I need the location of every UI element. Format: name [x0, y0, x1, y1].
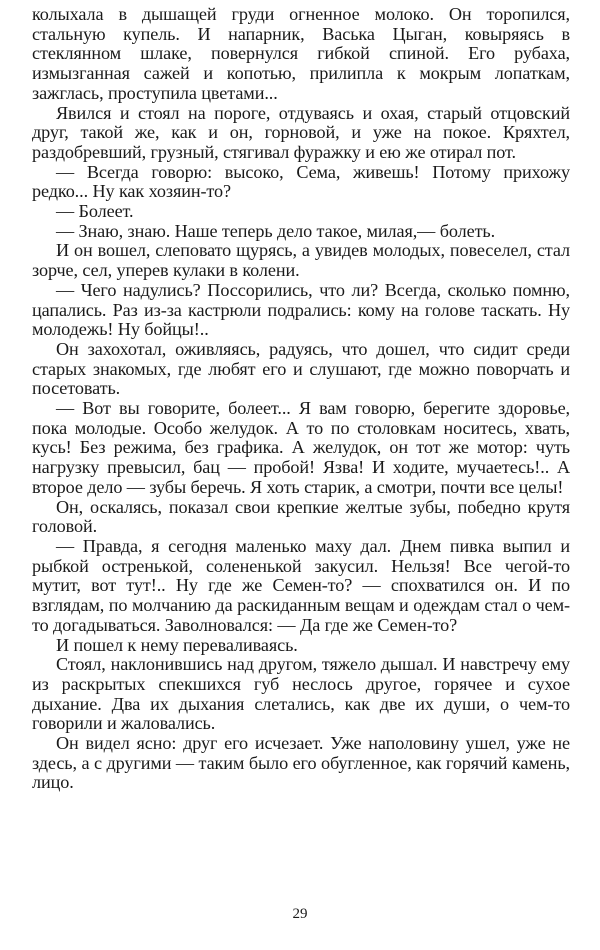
paragraph-10: Он, оскалясь, показал свои крепкие желтые зубы, победно крутя головой.	[32, 496, 570, 537]
paragraph-6: И он вошел, слеповато щурясь, а увидев молодых, повеселел, стал зорче, сел, уперев кулаки в колени.	[32, 240, 570, 281]
paragraph-3: — Всегда говорю: высоко, Сема, живешь! Потому прихожу редко... Ну как хозяин-то?	[32, 161, 570, 202]
paragraph-13: Стоял, наклонившись над другом, тяжело дышал. И навстречу ему из раскрытых спекшихся губ неслось другое, горячее и сухое дыхание. Два их дыхания слетались, как две их души, о чем-то говорили и жаловались.	[32, 654, 570, 734]
paragraph-11: — Правда, я сегодня маленько маху дал. Днем пивка выпил и рыбкой остренькой, солененькой закусил. Нельзя! Все чегой-то мутит, вот тут!.. Ну где же Семен-то? — спохватился он. И по взглядам, по молчанию да раскиданным вещам и одеждам стал о чем-то догадываться. Заволновался: — Да где же Семен-то?	[32, 535, 570, 635]
paragraph-14: Он видел ясно: друг его исчезает. Уже наполовину ушел, уже не здесь, а с другими — таким было его обугленное, как горячий камень, лицо.	[32, 733, 570, 793]
paragraph-7: — Чего надулись? Поссорились, что ли? Всегда, сколько помню, цапались. Раз из-за кастрюли подрались: кому на голове таскать. Ну молодежь! Ну бойцы!..	[32, 279, 570, 340]
page-number: 29	[292, 906, 308, 922]
paragraph-12: И пошел к нему переваливаясь.	[56, 634, 298, 655]
paragraph-8: Он захохотал, оживляясь, радуясь, что дошел, что сидит среди старых знакомых, где любят его и слушают, где можно поворчать и посетовать.	[32, 338, 570, 399]
paragraph-5: — Знаю, знаю. Наше теперь дело такое, милая,— болеть.	[56, 220, 496, 241]
paragraph-2: Явился и стоял на пороге, отдуваясь и охая, старый отцовский друг, такой же, как и он, горновой, и уже на покое. Кряхтел, раздобревший, грузный, стягивал фуражку и ею же отирал пот.	[32, 102, 570, 162]
paragraph-1: колыхала в дышащей груди огненное молоко. Он торопился, стальную купель. И напарник, Васька Цыган, ковыряясь в стеклянном шлаке, повернулся гибкой спиной. Его рубаха, измызганная сажей и копотью, прилипла к мокрым лопаткам, зажглась, проступила цветами...	[32, 4, 570, 103]
page-text	[32, 5, 570, 793]
paragraph-4: — Болеет.	[56, 201, 134, 222]
paragraph-9: — Вот вы говорите, болеет... Я вам говорю, берегите здоровье, пока молодые. Особо желудок. А то по столовкам носитесь, хвать, кусь! Без режима, без графика. А желудок, он тот же мотор: чуть нагрузку превысил, бац — пробой! Язва! И ходите, мучаетесь!.. А второе дело — зубы беречь. Я хоть старик, а смотри, почти все целы!	[32, 398, 570, 497]
